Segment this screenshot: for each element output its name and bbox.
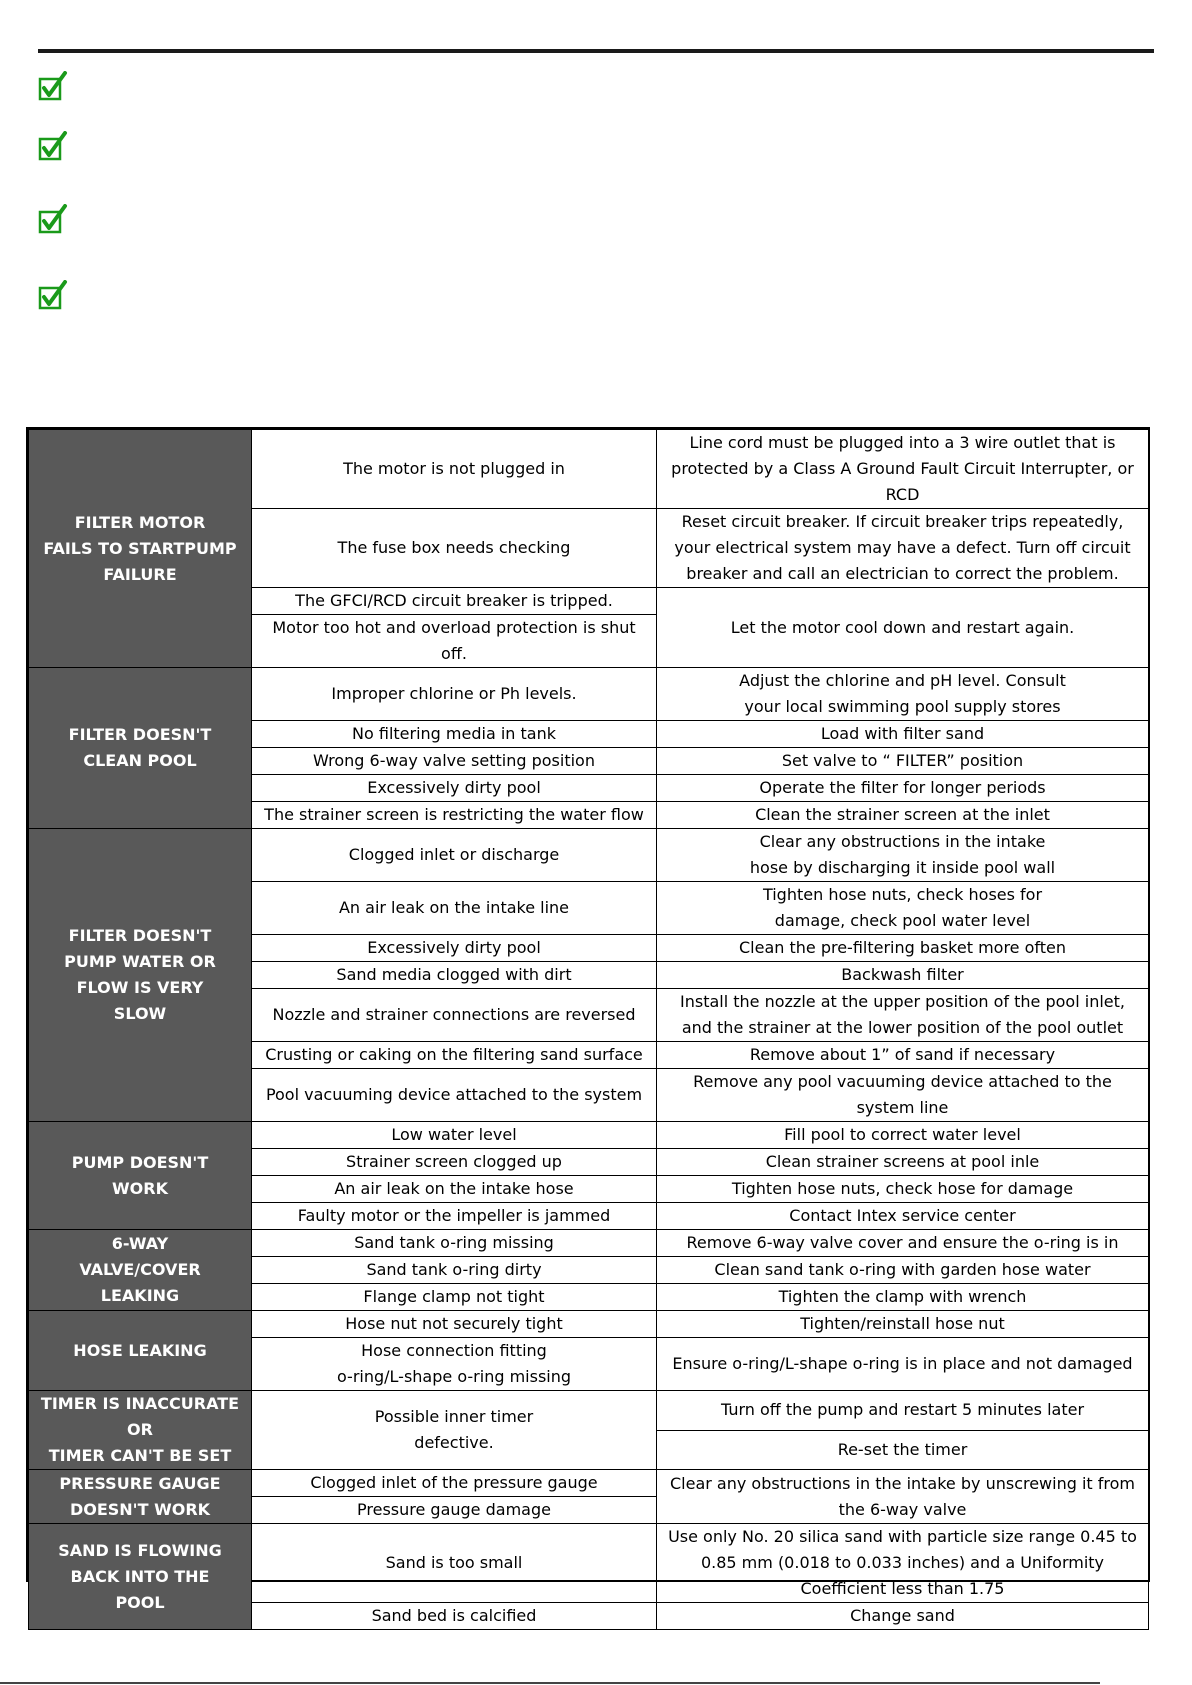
cause-cell-line: Sand media clogged with dirt (336, 965, 572, 984)
problem-cell-line: 6-WAY (111, 1234, 169, 1253)
checkbox-checked-icon (38, 204, 68, 234)
problem-cell-line: FILTER DOESN'T (68, 725, 212, 744)
cause-cell (252, 1042, 657, 1069)
solution-cell-line: Tighten/reinstall hose nut (800, 1314, 1005, 1333)
troubleshooting-table-container (26, 427, 1150, 1625)
cause-cell (252, 1284, 657, 1311)
cause-cell (252, 802, 657, 829)
cause-cell-line: Sand tank o-ring missing (354, 1233, 554, 1252)
solution-cell-line: Clear any obstructions in the intake by unscrewing it from (669, 1473, 1136, 1493)
solution-cell-line: and the strainer at the lower position of the pool outlet (681, 1018, 1124, 1037)
solution-cell (657, 882, 1149, 935)
problem-cell-line: SAND IS FLOWING (58, 1540, 222, 1560)
cause-cell-line: Clogged inlet or discharge (348, 845, 560, 864)
checkbox-checked-icon (38, 71, 68, 101)
cause-cell-line: o-ring/L-shape o-ring missing (336, 1367, 572, 1386)
solution-cell-line: Tighten hose nuts, check hoses for (762, 885, 1043, 904)
solution-cell-line: Remove 6-way valve cover and ensure the o-ring is in (686, 1233, 1119, 1252)
cause-cell (252, 721, 657, 748)
cause-cell-line: Excessively dirty pool (367, 778, 541, 797)
problem-cell-line: FAILURE (103, 564, 177, 584)
solution-cell (657, 989, 1149, 1042)
problem-cell-line: TIMER IS INACCURATE OR (40, 1394, 240, 1439)
solution-cell-line: protected by a Class A Ground Fault Circuit Interrupter, or (671, 459, 1134, 478)
cause-cell-line: Pool vacuuming device attached to the system (265, 1085, 643, 1104)
cause-cell (252, 1176, 657, 1203)
solution-cell (657, 1470, 1149, 1524)
top-horizontal-rule (38, 49, 1154, 53)
cause-cell-line: Excessively dirty pool (367, 938, 541, 957)
solution-cell (657, 1176, 1149, 1203)
solution-cell (657, 1311, 1149, 1338)
problem-cell-line: FLOW IS VERY (76, 978, 204, 997)
solution-cell (657, 802, 1149, 829)
solution-cell (657, 1069, 1149, 1122)
cause-cell-line: Sand tank o-ring dirty (366, 1260, 542, 1279)
cause-cell (252, 509, 657, 588)
solution-cell-line: Install the nozzle at the upper position of the pool inlet, (680, 992, 1125, 1011)
solution-cell (657, 1603, 1149, 1630)
solution-cell (657, 829, 1149, 882)
problem-cell-line: WORK (112, 1178, 168, 1198)
cause-cell (252, 989, 657, 1042)
cause-cell (252, 1257, 657, 1284)
cause-cell (252, 1311, 657, 1338)
bottom-horizontal-rule (0, 1682, 1100, 1684)
solution-cell (657, 1230, 1149, 1257)
problem-cell-line: SLOW (113, 1004, 167, 1023)
solution-cell-line: damage, check pool water level (774, 911, 1031, 930)
solution-cell-line: Clean strainer screens at pool inle (765, 1152, 1040, 1171)
problem-cell-line: HOSE LEAKING (73, 1340, 207, 1360)
table-row (29, 1470, 1149, 1497)
cause-cell (252, 1497, 657, 1524)
cause-cell-line: The GFCI/RCD circuit breaker is tripped. (295, 591, 613, 610)
solution-cell-line: Let the motor cool down and restart again. (730, 617, 1075, 637)
solution-cell-line: Coefficient less than 1.75 (800, 1579, 1005, 1598)
cause-cell-line: Flange clamp not tight (363, 1287, 545, 1306)
cause-cell-line: Sand bed is calcified (371, 1606, 537, 1625)
solution-cell-line: your electrical system may have a defect. Turn off circuit (674, 538, 1131, 557)
problem-cell (29, 1391, 252, 1470)
cause-cell-line: Hose nut not securely tight (345, 1314, 563, 1333)
problem-cell-line: TIMER CAN'T BE SET (48, 1446, 232, 1465)
solution-cell (657, 1042, 1149, 1069)
cause-cell-line: Sand is too small (385, 1553, 523, 1572)
solution-cell-line: Set valve to “ FILTER” position (781, 751, 1024, 770)
problem-cell (29, 1230, 252, 1311)
problem-cell-line: LEAKING (100, 1286, 180, 1305)
solution-cell-line: Turn off the pump and restart 5 minutes later (720, 1400, 1085, 1420)
checkbox-checked-icon (38, 280, 68, 310)
problem-cell (29, 1122, 252, 1230)
solution-cell (657, 588, 1149, 668)
solution-cell (657, 1391, 1149, 1431)
checkbox-checked-icon-graphic (38, 71, 68, 101)
solution-cell-line: Re-set the timer (837, 1439, 968, 1459)
cause-cell-line: Possible inner timer (374, 1407, 534, 1426)
cause-cell (252, 1149, 657, 1176)
solution-cell (657, 430, 1149, 509)
table-row (29, 668, 1149, 695)
problem-cell-line: BACK INTO THE (70, 1566, 210, 1586)
cause-cell-line: Pressure gauge damage (357, 1500, 551, 1519)
solution-cell-line: Fill pool to correct water level (784, 1125, 1021, 1144)
problem-cell-line: FILTER MOTOR (74, 512, 206, 532)
solution-cell-line: breaker and call an electrician to correct the problem. (686, 564, 1119, 583)
solution-cell (657, 935, 1149, 962)
problem-cell-line: FILTER DOESN'T (68, 926, 212, 945)
solution-cell (657, 1284, 1149, 1311)
problem-cell-line: PRESSURE GAUGE (59, 1473, 221, 1493)
solution-cell-line: Clear any obstructions in the intake (759, 832, 1046, 851)
cause-cell-line: Nozzle and strainer connections are reversed (272, 1005, 636, 1024)
solution-cell (657, 962, 1149, 989)
cause-cell (252, 588, 657, 615)
cause-cell (252, 1230, 657, 1257)
cause-cell-line: Faulty motor or the impeller is jammed (297, 1206, 611, 1225)
cause-cell-line: Improper chlorine or Ph levels. (331, 684, 577, 703)
table-row (29, 1524, 1149, 1550)
cause-cell-line: defective. (414, 1433, 494, 1452)
cause-cell (252, 935, 657, 962)
cause-cell (252, 1524, 657, 1603)
problem-cell-line: CLEAN POOL (83, 751, 197, 770)
solution-cell-line: Tighten hose nuts, check hose for damage (731, 1179, 1074, 1198)
cause-cell (252, 1470, 657, 1497)
table-row (29, 1230, 1149, 1257)
solution-cell-line: Reset circuit breaker. If circuit breaker trips repeatedly, (681, 512, 1124, 531)
solution-cell (657, 748, 1149, 775)
cause-cell (252, 962, 657, 989)
cause-cell (252, 1338, 657, 1391)
problem-cell (29, 1524, 252, 1630)
solution-cell (657, 1149, 1149, 1176)
cause-cell (252, 775, 657, 802)
solution-cell-line: your local swimming pool supply stores (744, 697, 1061, 716)
problem-cell-line: FAILS TO STARTPUMP (43, 538, 237, 558)
solution-cell (657, 509, 1149, 588)
cause-cell (252, 748, 657, 775)
table-row (29, 1311, 1149, 1338)
solution-cell-line: Change sand (850, 1606, 955, 1625)
solution-cell-line: Tighten the clamp with wrench (778, 1287, 1027, 1306)
cause-cell (252, 1203, 657, 1230)
solution-cell-line: Line cord must be plugged into a 3 wire outlet that is (689, 433, 1116, 452)
solution-cell (657, 1257, 1149, 1284)
problem-cell-line: DOESN'T WORK (69, 1499, 211, 1519)
solution-cell (657, 775, 1149, 802)
solution-cell (657, 1203, 1149, 1230)
cause-cell-line: Motor too hot and overload protection is shut (272, 618, 636, 637)
cause-cell (252, 1603, 657, 1630)
solution-cell-line: Remove about 1” of sand if necessary (749, 1045, 1056, 1064)
cause-cell-line: No filtering media in tank (352, 724, 556, 743)
solution-cell-line: Use only No. 20 silica sand with particle size range 0.45 to (668, 1527, 1137, 1546)
cause-cell (252, 668, 657, 721)
problem-cell (29, 430, 252, 668)
cause-cell-line: An air leak on the intake line (338, 898, 570, 917)
checkbox-checked-icon-graphic (38, 280, 68, 310)
cause-cell (252, 882, 657, 935)
solution-cell-line: system line (856, 1098, 949, 1117)
problem-cell-line: PUMP WATER OR (64, 952, 216, 971)
solution-cell-line: RCD (885, 485, 920, 504)
cause-cell-line: Wrong 6-way valve setting position (313, 751, 595, 770)
cause-cell (252, 1069, 657, 1122)
problem-cell-line: PUMP DOESN'T (71, 1152, 209, 1172)
table-row (29, 1391, 1149, 1431)
cause-cell-line: Strainer screen clogged up (346, 1152, 562, 1171)
solution-cell-line: hose by discharging it inside pool wall (749, 858, 1056, 877)
troubleshooting-table (28, 429, 1149, 1630)
problem-cell (29, 1470, 252, 1524)
problem-cell (29, 829, 252, 1122)
solution-cell (657, 1338, 1149, 1391)
solution-cell-line: Clean the strainer screen at the inlet (755, 805, 1050, 824)
problem-cell (29, 668, 252, 829)
cause-cell-line: The motor is not plugged in (343, 459, 565, 478)
checkbox-checked-icon-graphic (38, 131, 68, 161)
solution-cell-line: Clean sand tank o-ring with garden hose water (714, 1260, 1091, 1279)
checkbox-checked-icon-graphic (38, 204, 68, 234)
cause-cell (252, 1122, 657, 1149)
solution-cell (657, 1430, 1149, 1470)
cause-cell (252, 829, 657, 882)
cause-cell (252, 430, 657, 509)
solution-cell-line: Clean the pre-filtering basket more often (738, 938, 1066, 957)
cause-cell-line: off. (441, 644, 467, 663)
solution-cell-line: Adjust the chlorine and pH level. Consult (739, 671, 1066, 690)
cause-cell (252, 615, 657, 668)
solution-cell (657, 1524, 1149, 1603)
cause-cell-line: Crusting or caking on the filtering sand surface (265, 1045, 643, 1064)
cause-cell-line: The strainer screen is restricting the water flow (264, 805, 644, 824)
checkbox-checked-icon (38, 131, 68, 161)
cause-cell-line: Low water level (391, 1125, 517, 1144)
problem-cell-line: VALVE/COVER (79, 1260, 201, 1279)
problem-cell-line: POOL (115, 1592, 165, 1612)
solution-cell (657, 1122, 1149, 1149)
solution-cell-line: Remove any pool vacuuming device attached to the (693, 1072, 1112, 1091)
solution-cell-line: Operate the filter for longer periods (759, 778, 1046, 797)
table-row (29, 1122, 1149, 1149)
solution-cell-line: Backwash filter (841, 965, 964, 984)
solution-cell-line: Ensure o-ring/L-shape o-ring is in place and not damaged (672, 1354, 1133, 1373)
solution-cell-line: Load with filter sand (820, 724, 985, 743)
solution-cell-line: 0.85 mm (0.018 to 0.033 inches) and a Uniformity (700, 1553, 1105, 1572)
cause-cell-line: The fuse box needs checking (337, 538, 571, 557)
problem-cell (29, 1311, 252, 1391)
table-row (29, 829, 1149, 856)
cause-cell (252, 1391, 657, 1470)
solution-cell (657, 668, 1149, 721)
solution-cell-line: Contact Intex service center (789, 1206, 1016, 1225)
solution-cell (657, 721, 1149, 748)
cause-cell-line: An air leak on the intake hose (334, 1179, 574, 1198)
table-row (29, 430, 1149, 456)
solution-cell-line: the 6-way valve (838, 1499, 967, 1519)
cause-cell-line: Clogged inlet of the pressure gauge (310, 1473, 598, 1492)
cause-cell-line: Hose connection fitting (361, 1341, 547, 1360)
